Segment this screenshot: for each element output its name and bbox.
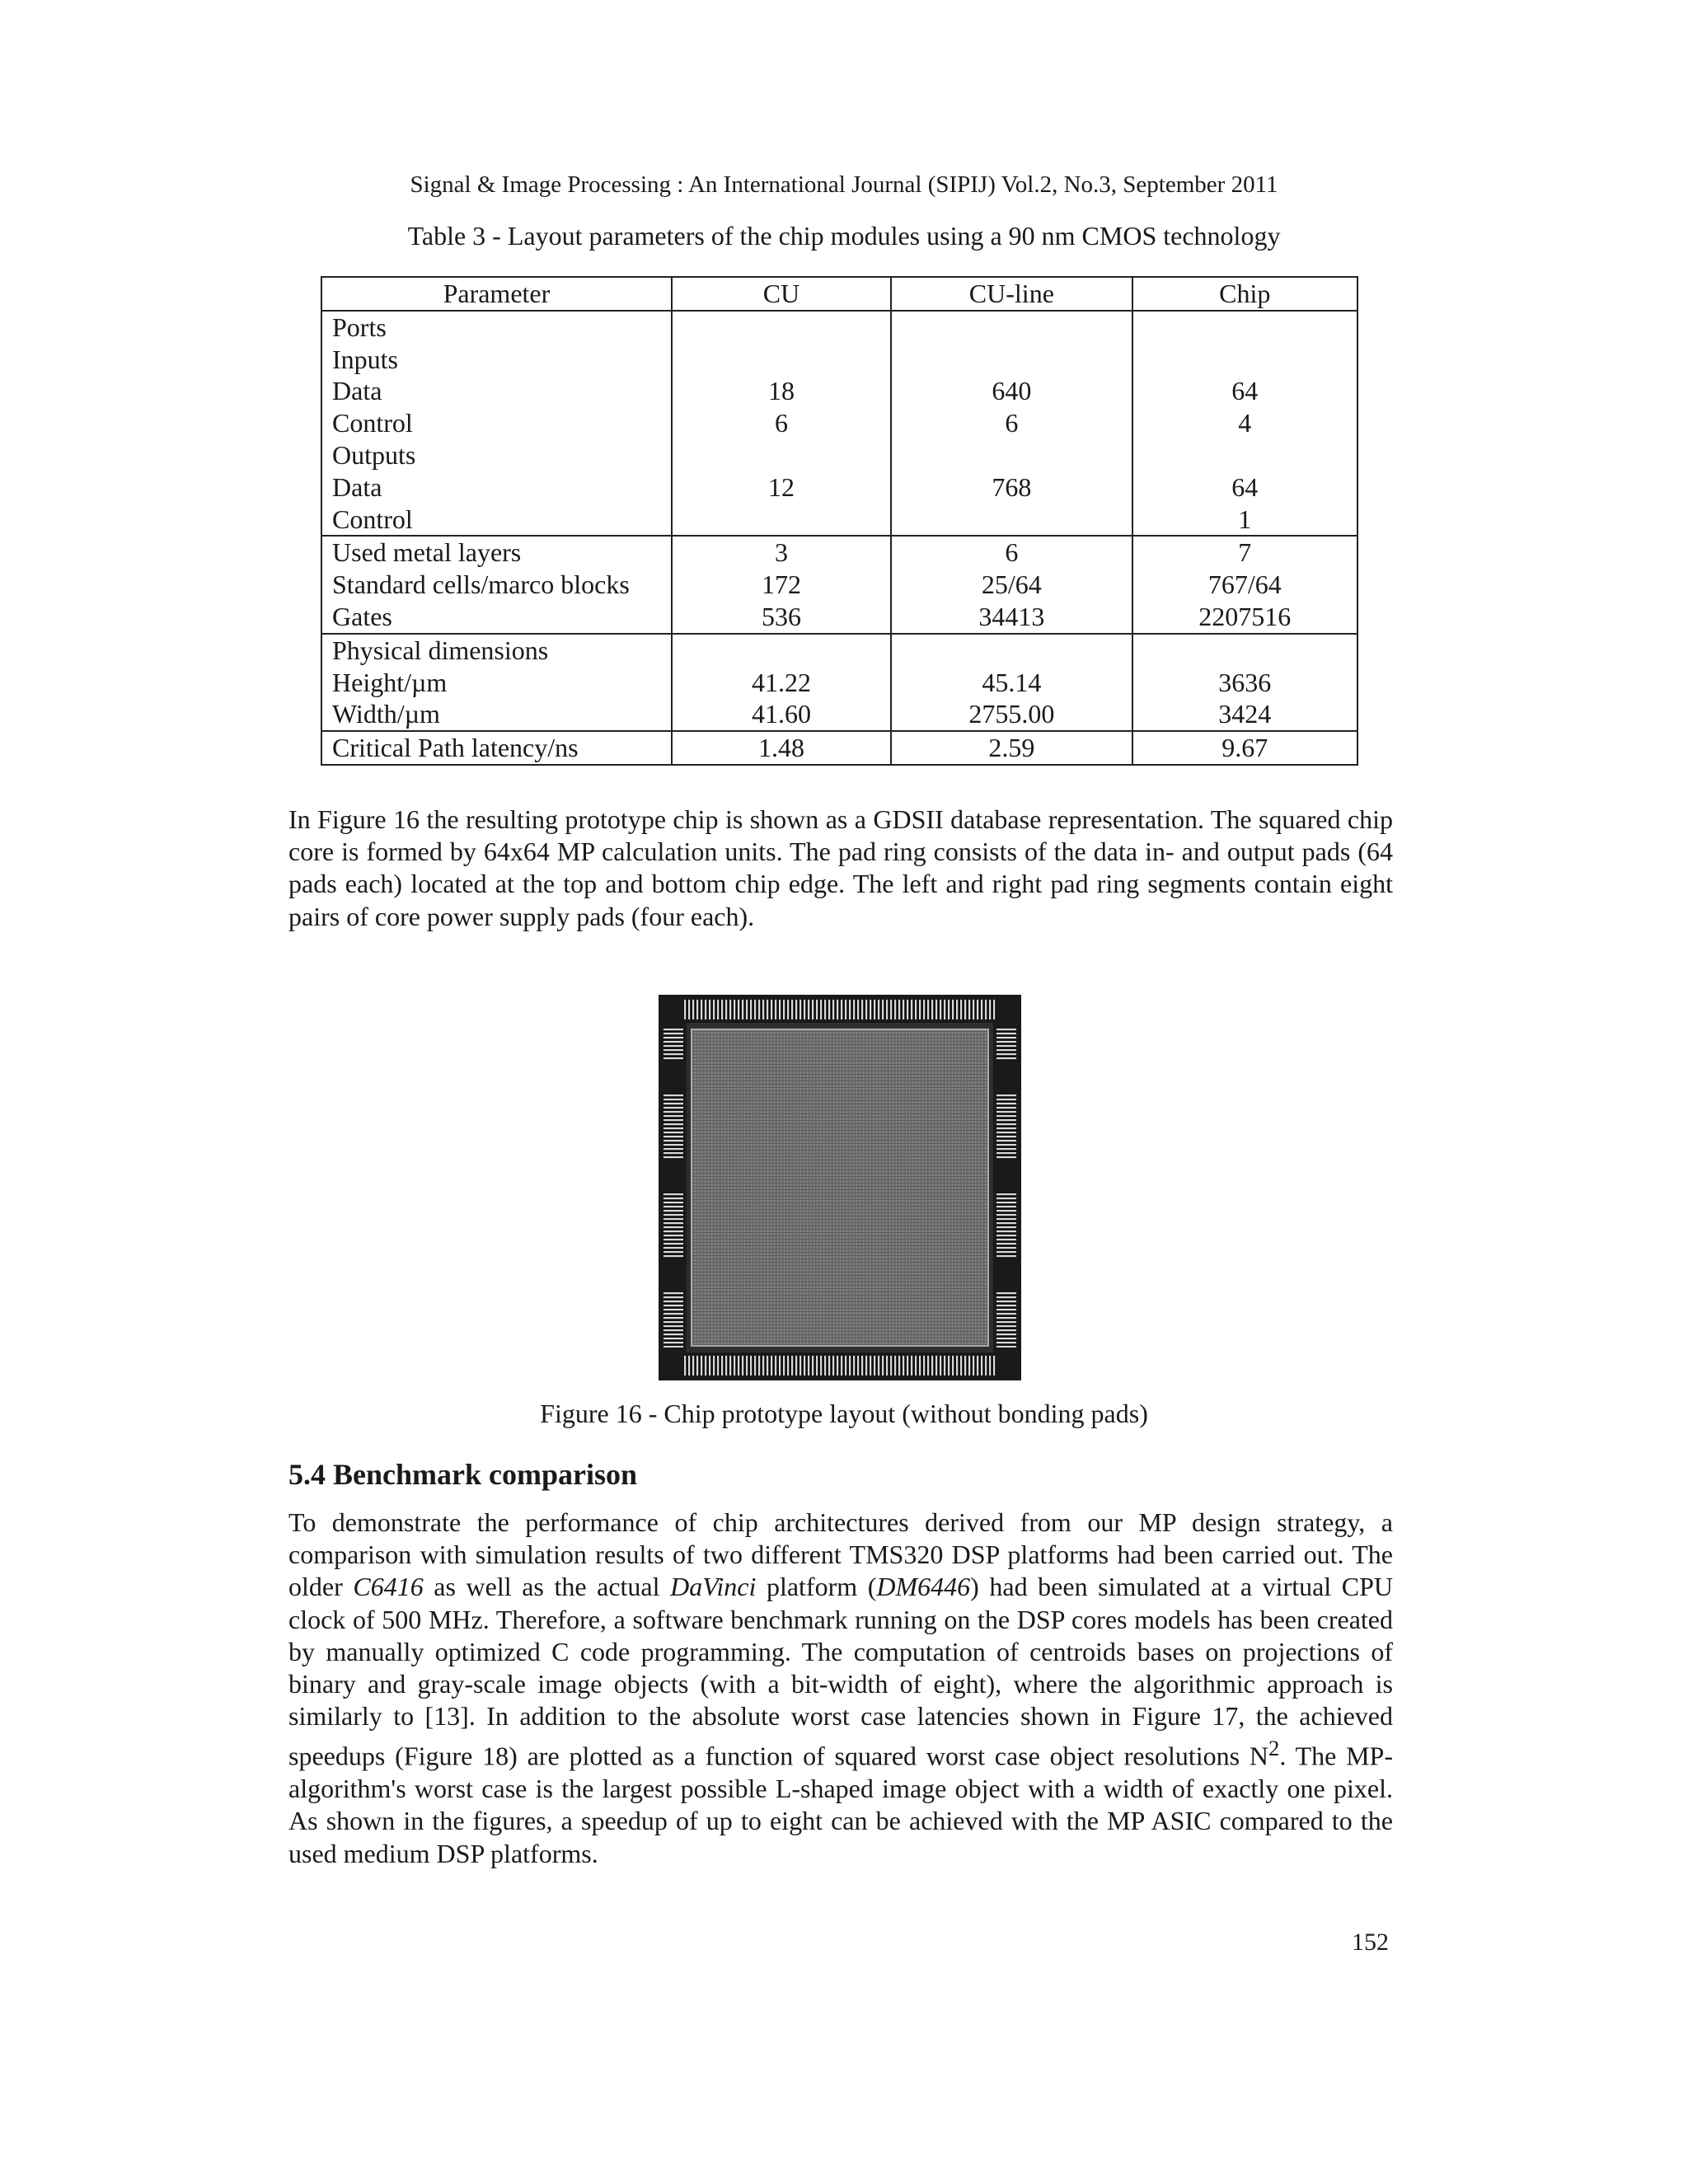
table-row (321, 536, 1357, 569)
chip-cell (1132, 344, 1357, 376)
cu-cell: 41.60 (672, 698, 891, 731)
table-row (321, 344, 1357, 376)
row-label: Physical dimensions (321, 634, 672, 667)
cu-line-cell: 640 (891, 375, 1132, 407)
row-label: Control (321, 504, 672, 537)
row-label: Used metal layers (321, 536, 672, 569)
chip-cell: 2207516 (1132, 601, 1357, 634)
chip-cell: 3424 (1132, 698, 1357, 731)
cu-line-cell (891, 311, 1132, 344)
cu-line-cell (891, 344, 1132, 376)
table-row (321, 569, 1357, 601)
cu-line-cell: 45.14 (891, 667, 1132, 699)
chip-cell (1132, 634, 1357, 667)
column-header: CU (672, 277, 891, 311)
column-header: Chip (1132, 277, 1357, 311)
chip-cell: 64 (1132, 375, 1357, 407)
layout-parameters-table (321, 276, 1358, 766)
chip-cell: 7 (1132, 536, 1357, 569)
page-number: 152 (1352, 1929, 1389, 1956)
cu-line-cell (891, 634, 1132, 667)
cu-cell: 6 (672, 407, 891, 439)
cu-line-cell: 2.59 (891, 731, 1132, 765)
emphasis-text: DM6446 (876, 1572, 971, 1602)
cu-cell: 41.22 (672, 667, 891, 699)
cu-cell (672, 504, 891, 537)
table-row (321, 634, 1357, 667)
chip-cell: 9.67 (1132, 731, 1357, 765)
column-header: Parameter (321, 277, 672, 311)
paragraph-text: To demonstrate the performance of chip architectures derived from our MP design strategy, a comparison with simulation results of two different TMS320 DSP platforms had been carried out. The older (288, 1507, 1393, 1602)
paragraph-text: as well as the actual (423, 1572, 671, 1602)
row-label: Critical Path latency/ns (321, 731, 672, 765)
cu-line-cell: 2755.00 (891, 698, 1132, 731)
figure-caption: Figure 16 - Chip prototype layout (without bonding pads) (540, 1399, 1148, 1428)
cu-cell: 3 (672, 536, 891, 569)
table-row (321, 407, 1357, 439)
journal-header: Signal & Image Processing : An International Journal (SIPIJ) Vol.2, No.3, September 2011 (410, 171, 1278, 198)
chip-cell: 4 (1132, 407, 1357, 439)
cu-line-cell: 25/64 (891, 569, 1132, 601)
cu-cell: 172 (672, 569, 891, 601)
row-label: Data (321, 471, 672, 504)
cu-cell: 12 (672, 471, 891, 504)
cu-line-cell: 34413 (891, 601, 1132, 634)
paragraph-figure-16: In Figure 16 the resulting prototype chip is shown as a GDSII database representation. The squared chip core is formed by 64x64 MP calculation units. The pad ring consists of the data in- and output pads (64 pads each) located at the top and bottom chip edge. The left and right pad ring segments contain eight pairs of core power supply pads (four each). (288, 804, 1393, 931)
cu-cell: 536 (672, 601, 891, 634)
paragraph-text: platform ( (756, 1572, 877, 1602)
cu-line-cell (891, 439, 1132, 471)
row-label: Data (321, 375, 672, 407)
paragraph-benchmark (288, 1507, 1393, 1870)
cu-line-cell: 6 (891, 407, 1132, 439)
table-row (321, 504, 1357, 537)
table-row (321, 471, 1357, 504)
cu-cell (672, 634, 891, 667)
table-header-row (321, 277, 1357, 311)
row-label: Control (321, 407, 672, 439)
table-row (321, 731, 1357, 765)
chip-cell: 64 (1132, 471, 1357, 504)
chip-cell (1132, 311, 1357, 344)
table-row (321, 667, 1357, 699)
chip-cell: 1 (1132, 504, 1357, 537)
cu-cell: 18 (672, 375, 891, 407)
row-label: Gates (321, 601, 672, 634)
cu-cell: 1.48 (672, 731, 891, 765)
chip-cell (1132, 439, 1357, 471)
cu-cell (672, 311, 891, 344)
cu-cell (672, 439, 891, 471)
superscript: 2 (1268, 1736, 1280, 1761)
row-label: Inputs (321, 344, 672, 376)
column-header: CU-line (891, 277, 1132, 311)
table-row (321, 698, 1357, 731)
emphasis-text: DaVinci (670, 1572, 757, 1602)
emphasis-text: C6416 (353, 1572, 424, 1602)
table-row (321, 601, 1357, 634)
row-label: Width/µm (321, 698, 672, 731)
chip-layout-figure (659, 995, 1021, 1380)
cu-line-cell: 768 (891, 471, 1132, 504)
row-label: Ports (321, 311, 672, 344)
paragraph-text: ) had been simulated at a virtual CPU clock of 500 MHz. Therefore, a software benchmark running on the DSP cores models has been created by manually optimized C code programming. The computation of centroids bases on projections of binary and gray-scale image objects (with a bit-width of eight), where the algorithmic approach is similarly to [13]. In addition to the absolute worst case latencies shown in Figure 17, the achieved speedups (Figure 18) are plotted as a function of squared worst case object resolutions N (288, 1572, 1394, 1772)
chip-cell: 3636 (1132, 667, 1357, 699)
cu-line-cell: 6 (891, 536, 1132, 569)
table-row (321, 375, 1357, 407)
paragraph-text: . The MP-algorithm's worst case is the largest possible L-shaped image object with a width of exactly one pixel. As shown in the figures, a speedup of up to eight can be achieved with the MP ASIC compared to the used medium DSP platforms. (288, 1741, 1394, 1868)
table-row (321, 439, 1357, 471)
row-label: Height/µm (321, 667, 672, 699)
chip-cell: 767/64 (1132, 569, 1357, 601)
cu-cell (672, 344, 891, 376)
table-row (321, 311, 1357, 344)
table-caption: Table 3 - Layout parameters of the chip modules using a 90 nm CMOS technology (407, 221, 1281, 251)
row-label: Standard cells/marco blocks (321, 569, 672, 601)
cu-line-cell (891, 504, 1132, 537)
section-heading: 5.4 Benchmark comparison (288, 1458, 637, 1491)
row-label: Outputs (321, 439, 672, 471)
